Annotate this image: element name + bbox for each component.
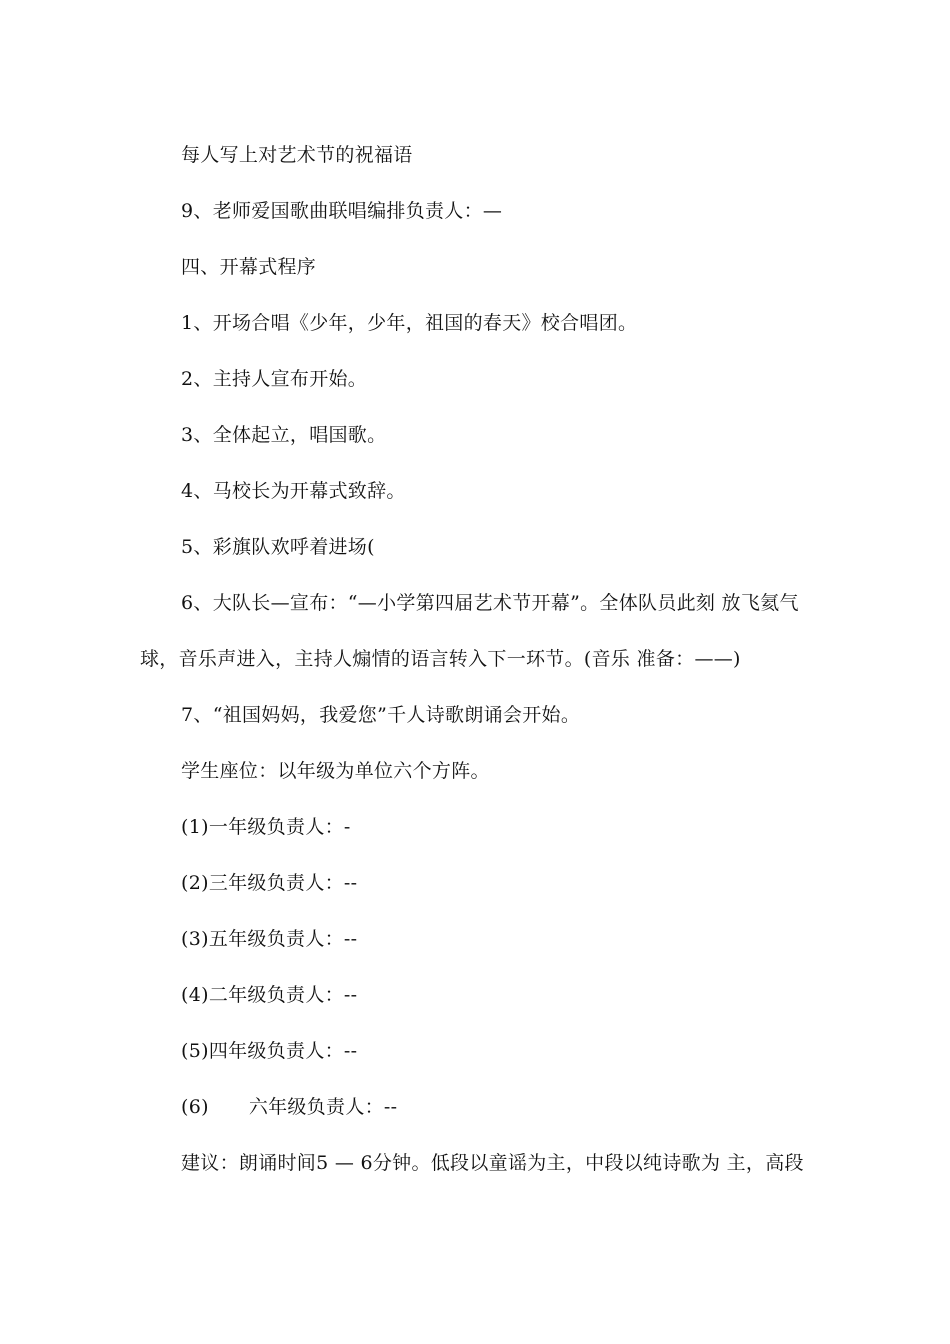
list-item: (5)四年级负责人：-- bbox=[181, 1040, 358, 1062]
paragraph-line: 学生座位：以年级为单位六个方阵。 bbox=[181, 760, 490, 782]
paragraph-line: 1、开场合唱《少年，少年，祖国的春天》校合唱团。 bbox=[181, 312, 638, 334]
paragraph-line: 3、全体起立，唱国歌。 bbox=[181, 424, 387, 446]
paragraph-line: 5、彩旗队欢呼着进场( bbox=[181, 536, 375, 558]
paragraph-line: 7、“祖国妈妈，我爱您”千人诗歌朗诵会开始。 bbox=[181, 704, 581, 726]
paragraph-line: 9、老师爱国歌曲联唱编排负责人：— bbox=[181, 200, 503, 222]
paragraph-line: 每人写上对艺术节的祝福语 bbox=[181, 144, 413, 166]
paragraph-line: 建议：朗诵时间5 — 6分钟。低段以童谣为主，中段以纯诗歌为 主，高段 bbox=[181, 1152, 804, 1174]
paragraph-line-continuation: 球，音乐声进入，主持人煽情的语言转入下一环节。(音乐 准备：——) bbox=[140, 648, 741, 670]
list-item: (4)二年级负责人：-- bbox=[181, 984, 358, 1006]
list-item: (1)一年级负责人：- bbox=[181, 816, 351, 838]
list-item: (3)五年级负责人：-- bbox=[181, 928, 358, 950]
paragraph-line: 2、主持人宣布开始。 bbox=[181, 368, 368, 390]
list-item-text: 六年级负责人：-- bbox=[248, 1096, 398, 1118]
paragraph-line: 6、大队长—宣布：“—小学第四届艺术节开幕”。全体队员此刻 放飞氦气 bbox=[181, 592, 799, 614]
list-item-label: (6) bbox=[181, 1096, 209, 1118]
list-item: (2)三年级负责人：-- bbox=[181, 872, 358, 894]
list-item bbox=[181, 1095, 397, 1119]
paragraph-line: 4、马校长为开幕式致辞。 bbox=[181, 480, 406, 502]
section-heading: 四、开幕式程序 bbox=[181, 256, 317, 278]
